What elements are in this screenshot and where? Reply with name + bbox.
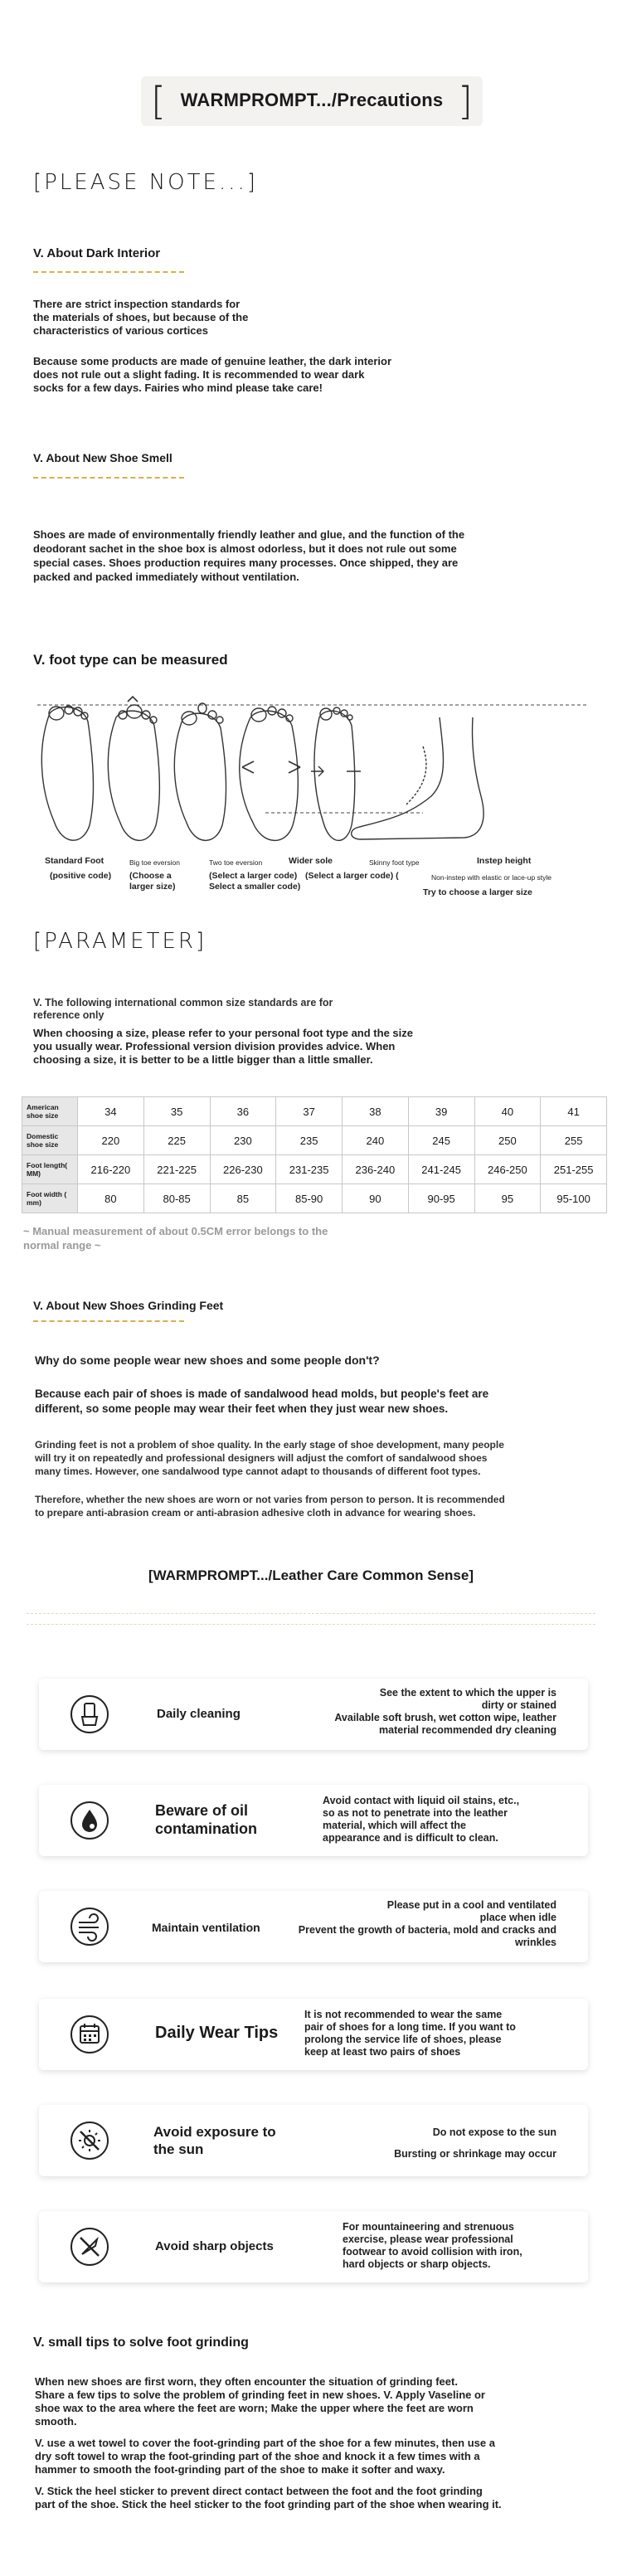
foot-type-illustration [33, 688, 597, 854]
card-desc: Please put in a cool and ventilated place when idle Prevent the growth of bacteria, mold and cracks and wrinkles [298, 1899, 556, 1948]
instep-sub: Non-instep with elastic or lace-up style [431, 873, 552, 882]
care-card-daily-wear [39, 1999, 588, 2070]
standard-foot-label: Standard Foot [45, 856, 104, 866]
page-title: WARMPROMPT.../Precautions [180, 90, 444, 110]
dark-interior-heading: V. About Dark Interior [33, 246, 161, 260]
parameter-heading: [PARAMETER] [33, 929, 207, 954]
heading-underline [33, 1320, 184, 1322]
heading-underline [33, 271, 184, 273]
grinding-p3: Therefore, whether the new shoes are worn or not varies from person to person. It is recommended to prepare anti-abrasion cream or anti-abrasion adhesive cloth in advance for wearing shoes. [35, 1494, 505, 1519]
tips-heading: V. small tips to solve foot grinding [33, 2335, 249, 2350]
tips-p1: When new shoes are first worn, they often encounter the situation of grinding feet. Share a few tips to solve the problem of grinding feet in new shoes. V. Apply Vaseline or shoe wax to the area where the feet are worn; Make the upper where the feet are worn smooth. [35, 2375, 485, 2428]
grinding-heading: V. About New Shoes Grinding Feet [33, 1299, 224, 1312]
wipe-icon [70, 1695, 109, 1733]
grinding-p1: Because each pair of shoes is made of sandalwood head molds, but people's feet are different, so some people may wear their feet when they just wear new shoes. [35, 1388, 489, 1415]
care-card-daily-cleaning [39, 1679, 588, 1750]
two-toe-label: Two toe eversion [209, 858, 263, 867]
row-header: Foot length( MM) [22, 1155, 78, 1184]
table-row: Foot width ( mm) 80 80-85 85 85-90 90 90-95 95 95-100 [22, 1184, 607, 1213]
two-toe-sub2: Select a smaller code) [209, 882, 301, 892]
no-sun-icon [70, 2122, 109, 2160]
wider-sole-label: Wider sole [289, 856, 333, 866]
measurement-note: ~ Manual measurement of about 0.5CM error belongs to the normal range ~ [23, 1225, 328, 1252]
size-table [22, 1096, 607, 1213]
card-desc: Do not expose to the sun Bursting or shrinkage may occur [394, 2126, 556, 2160]
card-title: Maintain ventilation [152, 1921, 260, 1934]
please-note-heading: [PLEASE NOTE...] [33, 170, 258, 195]
no-sharp-icon [70, 2228, 109, 2266]
heading-underline [33, 477, 184, 479]
left-bracket: [ [151, 79, 166, 124]
parameter-intro2: When choosing a size, please refer to your personal foot type and the size you usually wear. Professional version division provides advice. When choosing a size, it is better to be a little bigger than a little smaller. [33, 1027, 413, 1066]
dark-interior-p2: Because some products are made of genuine leather, the dark interior does not rule out a slight fading. It is recommended to wear dark socks for a few days. Fairies who mind please take care! [33, 355, 392, 394]
leather-care-heading: [WARMPROMPT.../Leather Care Common Sense] [148, 1567, 474, 1583]
row-header: American shoe size [22, 1097, 78, 1126]
card-title: Avoid exposure to the sun [153, 2124, 276, 2157]
tips-p3: V. Stick the heel sticker to prevent direct contact between the foot and the foot grinding part of the shoe. Stick the heel sticker to the foot grinding part of the shoe when wearing it. [35, 2485, 502, 2510]
care-card-oil [39, 1785, 588, 1856]
table-row: Foot length( MM) 216-220 221-225 226-230 231-235 236-240 241-245 246-250 251-255 [22, 1155, 607, 1184]
calendar-icon [70, 2015, 109, 2054]
care-card-sharp [39, 2211, 588, 2282]
care-card-sun [39, 2105, 588, 2176]
grinding-p2: Grinding feet is not a problem of shoe quality. In the early stage of shoe development, many people will try it on repeatedly and professional designers will adjust the comfort of sandalwood shoes many times. However, one sandalwood type cannot adapt to thousands of different foot types. [35, 1439, 504, 1477]
two-toe-sub1: (Select a larger code) [209, 871, 298, 881]
table-row: American shoe size 34 35 36 37 38 39 40 41 [22, 1097, 607, 1126]
instep-sub2: Try to choose a larger size [423, 887, 532, 897]
row-header: Foot width ( mm) [22, 1184, 78, 1213]
big-toe-sub1: (Choose a [129, 871, 172, 881]
oil-drop-icon [70, 1801, 109, 1840]
card-title: Beware of oil contamination [155, 1802, 258, 1837]
card-desc: Avoid contact with liquid oil stains, etc., so as not to penetrate into the leather material, which will affect the appearance and is difficult to clean. [323, 1795, 520, 1844]
card-title: Avoid sharp objects [155, 2239, 274, 2253]
big-toe-sub2: larger size) [129, 882, 176, 892]
card-desc: For mountaineering and strenuous exercise, please wear professional footwear to avoid collision with iron, hard objects or sharp objects. [343, 2221, 522, 2270]
right-bracket: ] [458, 79, 473, 124]
card-desc: See the extent to which the upper is dirty or stained Available soft brush, wet cotton wipe, leather material recommended dry cleaning [334, 1687, 556, 1736]
wind-icon [70, 1908, 109, 1946]
dark-interior-p1: There are strict inspection standards for the materials of shoes, but because of the characteristics of various cortices [33, 298, 249, 337]
parameter-intro1: V. The following international common size standards are for reference only [33, 997, 333, 1021]
standard-foot-sub: (positive code) [50, 871, 112, 881]
instep-label: Instep height [477, 856, 532, 866]
foot-type-heading: V. foot type can be measured [33, 652, 228, 668]
shoe-smell-heading: V. About New Shoe Smell [33, 451, 173, 464]
divider [27, 1624, 595, 1625]
table-row: Domestic shoe size 220 225 230 235 240 245 250 255 [22, 1126, 607, 1155]
grinding-question: Why do some people wear new shoes and some people don't? [35, 1354, 380, 1367]
skinny-label: Skinny foot type [369, 858, 420, 867]
card-title: Daily cleaning [157, 1707, 241, 1721]
divider [27, 1613, 595, 1614]
care-card-ventilation [39, 1891, 588, 1962]
row-header: Domestic shoe size [22, 1126, 78, 1155]
wider-sole-sub: (Select a larger code) ( [305, 871, 399, 881]
precautions-title-box [141, 76, 483, 126]
card-desc: It is not recommended to wear the same pair of shoes for a long time. If you want to prolong the service life of shoes, please keep at least two pairs of shoes [304, 2009, 516, 2058]
big-toe-label: Big toe eversion [129, 858, 180, 867]
shoe-smell-p1: Shoes are made of environmentally friendly leather and glue, and the function of the deodorant sachet in the shoe box is almost odorless, but it does not rule out some special cases. Shoes production requires many processes. Once shipped, they are packed and packed immediately without ventilation. [33, 528, 465, 583]
card-title: Daily Wear Tips [155, 2024, 279, 2042]
tips-p2: V. use a wet towel to cover the foot-grinding part of the shoe for a few minutes, then use a dry soft towel to wrap the foot-grinding part of the shoe and knock it a few times with a hammer to smooth the foot-grinding part of the shoe to make it softer and waxy. [35, 2437, 495, 2476]
